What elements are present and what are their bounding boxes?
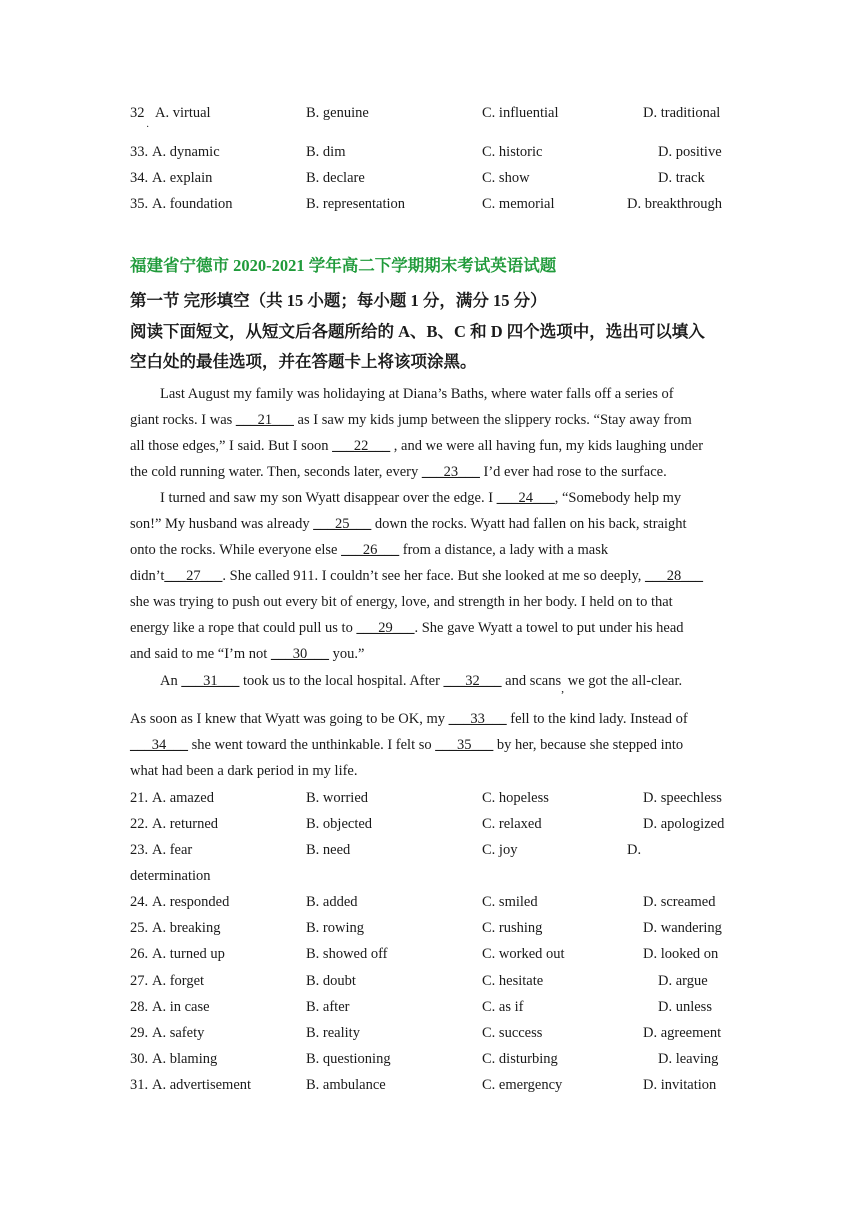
option-c: C. hopeless — [482, 790, 549, 806]
option-d: D. agreement — [643, 1025, 722, 1041]
option-b: B. worried — [306, 790, 369, 806]
option-a: A. virtual — [155, 105, 211, 121]
passage-text: An — [160, 673, 182, 689]
option-b: B. rowing — [306, 920, 364, 936]
question-number: 32 — [130, 105, 145, 121]
passage-text: took us to the local hospital. After — [239, 673, 444, 689]
option-c: C. joy — [482, 842, 518, 858]
stray-dot: · — [146, 122, 150, 133]
passage-text: and scans — [501, 673, 562, 689]
passage-text: from a distance, a lady with a mask — [399, 542, 609, 558]
option-d: D. looked on — [643, 946, 719, 962]
question-number: 33. — [130, 144, 149, 160]
passage-line — [130, 516, 687, 533]
blank-25: ___25___ — [313, 516, 372, 532]
blank-26: ___26___ — [341, 542, 400, 558]
option-c: C. emergency — [482, 1077, 563, 1093]
question-number: 34. — [130, 170, 149, 186]
option-c: C. hesitate — [482, 973, 544, 989]
passage-text: you.” — [328, 646, 365, 662]
passage-line — [130, 464, 667, 481]
question-row-25 — [0, 920, 860, 940]
passage-text: son!” My husband was already — [130, 516, 314, 532]
option-c: C. show — [482, 170, 530, 186]
passage-line — [130, 438, 703, 455]
passage-text: down the rocks. Wyatt had fallen on his back, straight — [371, 516, 687, 532]
passage-text: giant rocks. I was — [130, 412, 236, 428]
option-b: B. showed off — [306, 946, 388, 962]
passage-text: fell to the kind lady. Instead of — [506, 711, 688, 727]
directions-line: 阅读下面短文，从短文后各题所给的 A、B、C 和 D 四个选项中，选出可以填入 — [130, 322, 705, 341]
passage-text: . She called 911. I couldn’t see her face. But she looked at me so deeply, — [222, 568, 646, 584]
question-number: 24. — [130, 894, 149, 910]
passage-text: Last August my family was holidaying at Diana’s Baths, where water falls off a series of — [160, 386, 674, 402]
option-a: A. foundation — [152, 196, 233, 212]
option-b: B. after — [306, 999, 350, 1015]
option-b: B. representation — [306, 196, 406, 212]
blank-23: ___23___ — [421, 464, 480, 480]
option-a: A. amazed — [152, 790, 214, 806]
passage-comma: , — [561, 681, 565, 695]
question-number: 31. — [130, 1077, 149, 1093]
question-row-23 — [0, 842, 860, 862]
blank-22: ___22___ — [332, 438, 391, 454]
section-title: 第一节 完形填空（共 15 小题；每小题 1 分，满分 15 分） — [130, 291, 547, 310]
passage-text: onto the rocks. While everyone else — [130, 542, 342, 558]
question-row-21 — [0, 790, 860, 810]
option-c: C. disturbing — [482, 1051, 558, 1067]
passage-text: I turned and saw my son Wyatt disappear over the edge. I — [160, 490, 497, 506]
passage-text: by her, because she stepped into — [493, 737, 684, 753]
blank-28: ___28___ — [645, 568, 704, 584]
passage-text: as I saw my kids jump between the slippery rocks. “Stay away from — [293, 412, 692, 428]
passage-text: she went toward the unthinkable. I felt so — [188, 737, 436, 753]
option-c: C. influential — [482, 105, 559, 121]
option-d-wrap: determination — [130, 868, 211, 884]
question-row-24 — [0, 894, 860, 914]
blank-32: ___32___ — [443, 673, 502, 689]
option-d: D. invitation — [643, 1077, 717, 1093]
option-a: A. advertisement — [152, 1077, 252, 1093]
question-row-31 — [0, 1077, 860, 1097]
question-number: 21. — [130, 790, 149, 806]
passage-text: the cold running water. Then, seconds later, every — [130, 464, 422, 480]
question-row-28 — [0, 999, 860, 1019]
question-row-26 — [0, 946, 860, 966]
passage-line — [160, 386, 674, 403]
passage-line — [130, 646, 364, 663]
option-c: C. rushing — [482, 920, 543, 936]
option-d: D. screamed — [643, 894, 716, 910]
option-d: D. speechless — [643, 790, 722, 806]
option-d: D. traditional — [643, 105, 721, 121]
passage-line — [130, 412, 692, 429]
blank-33: ___33___ — [448, 711, 507, 727]
passage-line — [130, 594, 673, 611]
blank-30: ___30___ — [270, 646, 329, 662]
question-row-34 — [0, 170, 860, 190]
option-b: B. objected — [306, 816, 373, 832]
passage-text: we got the all-clear. — [564, 673, 683, 689]
passage-line — [130, 568, 703, 585]
question-row-32 — [0, 105, 860, 125]
option-b: B. questioning — [306, 1051, 391, 1067]
passage-text: As soon as I knew that Wyatt was going to be OK, my — [130, 711, 449, 727]
option-c: C. relaxed — [482, 816, 542, 832]
option-d: D. positive — [658, 144, 722, 160]
option-b: B. need — [306, 842, 351, 858]
passage-text: , and we were all having fun, my kids laughing under — [390, 438, 704, 454]
question-number: 22. — [130, 816, 149, 832]
option-a: A. fear — [152, 842, 193, 858]
option-c: C. historic — [482, 144, 543, 160]
option-d: D. apologized — [643, 816, 725, 832]
directions-line: 空白处的最佳选项，并在答题卡上将该项涂黑。 — [130, 352, 477, 371]
option-d: D. breakthrough — [627, 196, 723, 212]
question-number: 23. — [130, 842, 149, 858]
question-number: 28. — [130, 999, 149, 1015]
option-a: A. returned — [152, 816, 219, 832]
passage-line — [130, 711, 688, 728]
question-row-29 — [0, 1025, 860, 1045]
option-d: D. argue — [658, 973, 708, 989]
passage-text: energy like a rope that could pull us to — [130, 620, 357, 636]
passage-line — [130, 620, 684, 637]
blank-34: ___34___ — [130, 737, 188, 753]
option-a: A. breaking — [152, 920, 221, 936]
passage-line — [130, 737, 683, 754]
passage-line — [160, 490, 681, 507]
passage-text: , “Somebody help my — [554, 490, 682, 506]
question-row-33 — [0, 144, 860, 164]
passage-text: what had been a dark period in my life. — [130, 763, 358, 779]
option-d: D. leaving — [658, 1051, 719, 1067]
question-row-30 — [0, 1051, 860, 1071]
option-b: B. doubt — [306, 973, 356, 989]
option-b: B. ambulance — [306, 1077, 386, 1093]
passage-line — [130, 763, 358, 780]
option-a: A. dynamic — [152, 144, 220, 160]
question-number: 27. — [130, 973, 149, 989]
option-a: A. safety — [152, 1025, 205, 1041]
blank-29: ___29___ — [356, 620, 415, 636]
passage-text: . She gave Wyatt a towel to put under his head — [414, 620, 684, 636]
option-c: C. smiled — [482, 894, 538, 910]
question-number: 35. — [130, 196, 149, 212]
passage-text: she was trying to push out every bit of energy, love, and strength in her body. I held on to that — [130, 594, 673, 610]
option-a: A. blaming — [152, 1051, 218, 1067]
exam-heading: 福建省宁德市 2020-2021 学年高二下学期期末考试英语试题 — [130, 256, 557, 275]
passage-text: and said to me “I’m not — [130, 646, 271, 662]
passage-line — [130, 542, 608, 559]
question-number: 26. — [130, 946, 149, 962]
question-number: 30. — [130, 1051, 149, 1067]
option-a: A. forget — [152, 973, 205, 989]
option-a: A. in case — [152, 999, 210, 1015]
blank-35: ___35___ — [435, 737, 494, 753]
question-row-27 — [0, 973, 860, 993]
option-b: B. declare — [306, 170, 365, 186]
blank-21: ___21___ — [235, 412, 294, 428]
option-b: B. added — [306, 894, 358, 910]
option-a: A. turned up — [152, 946, 225, 962]
directions — [130, 317, 740, 377]
blank-27: ___27___ — [164, 568, 223, 584]
option-c: C. as if — [482, 999, 524, 1015]
passage-line — [160, 673, 683, 695]
option-b: B. dim — [306, 144, 346, 160]
passage-text: all those edges,” I said. But I soon — [130, 438, 333, 454]
passage-text: didn’t — [130, 568, 165, 584]
option-c: C. memorial — [482, 196, 555, 212]
option-a: A. explain — [152, 170, 213, 186]
option-b: B. reality — [306, 1025, 360, 1041]
question-row-22 — [0, 816, 860, 836]
option-b: B. genuine — [306, 105, 369, 121]
option-d: D. unless — [658, 999, 712, 1015]
question-row-23-wrap — [0, 868, 860, 888]
question-row-35 — [0, 196, 860, 216]
passage-text: I’d ever had rose to the surface. — [479, 464, 667, 480]
option-d: D. wandering — [643, 920, 722, 936]
option-a: A. responded — [152, 894, 230, 910]
blank-24: ___24___ — [496, 490, 555, 506]
option-c: C. worked out — [482, 946, 565, 962]
question-number: 25. — [130, 920, 149, 936]
option-c: C. success — [482, 1025, 543, 1041]
option-d: D. track — [658, 170, 705, 186]
option-d: D. — [627, 842, 642, 858]
blank-31: ___31___ — [181, 673, 240, 689]
question-number: 29. — [130, 1025, 149, 1041]
